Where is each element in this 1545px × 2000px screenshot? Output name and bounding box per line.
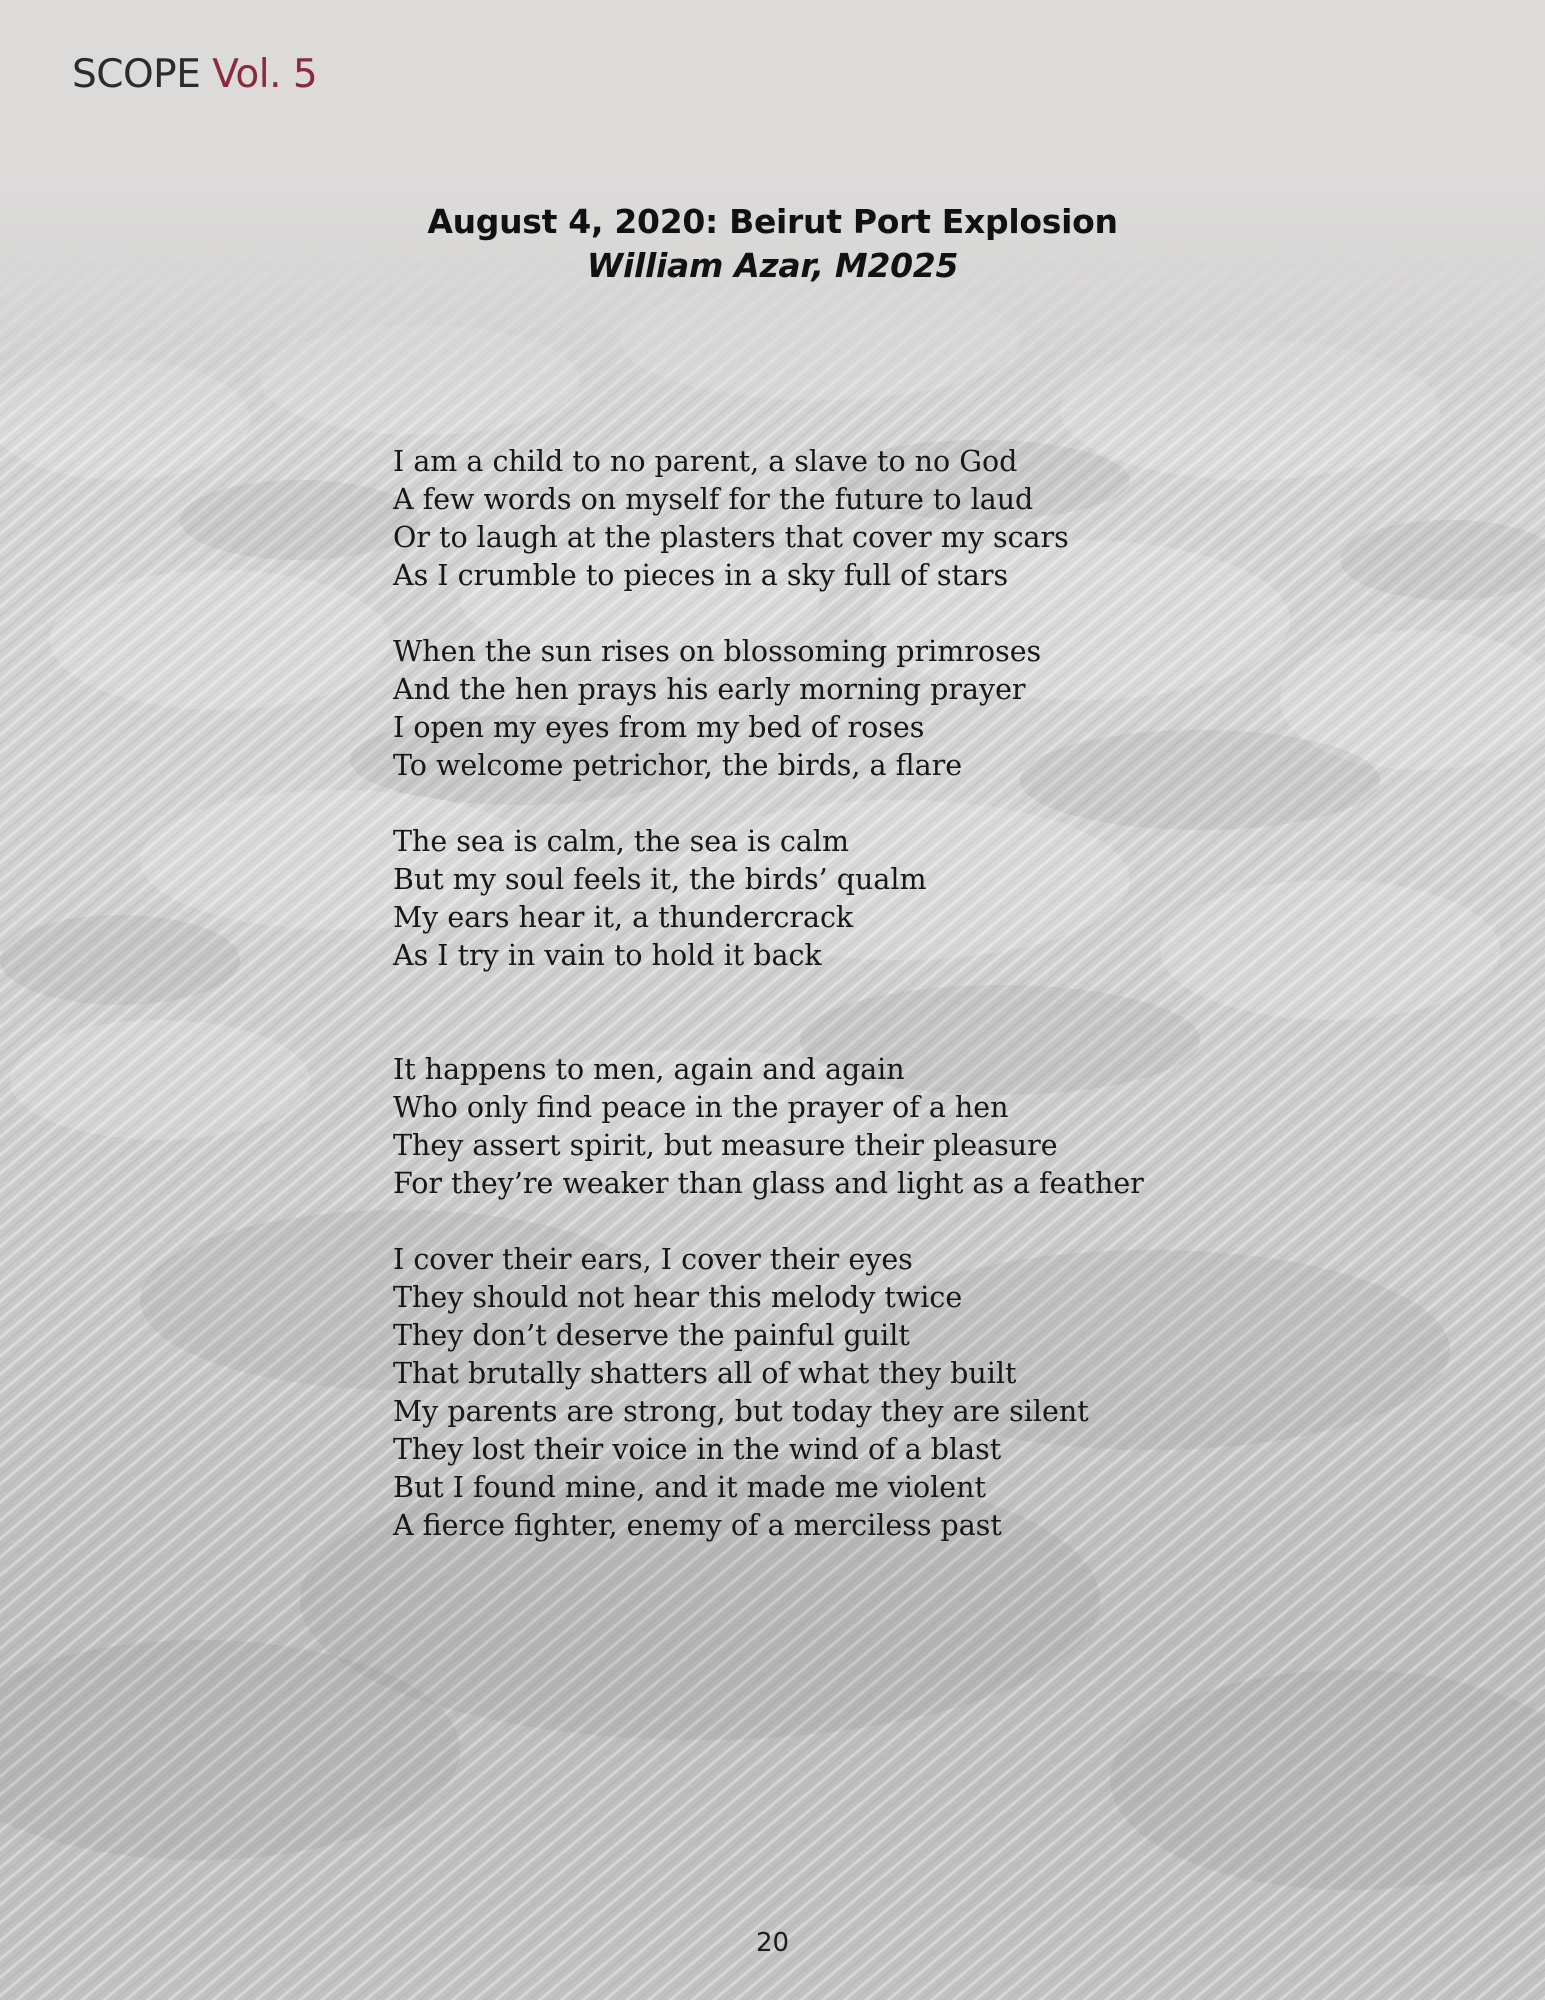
poem-line: As I crumble to pieces in a sky full of stars: [393, 559, 1009, 592]
poem-line: My parents are strong, but today they are silent: [393, 1395, 1089, 1428]
masthead: [72, 52, 317, 97]
poem-body: [393, 443, 1144, 1545]
poem-line: For they’re weaker than glass and light as a feather: [393, 1167, 1144, 1200]
poem-line: I am a child to no parent, a slave to no God: [393, 445, 1018, 478]
poem-line: That brutally shatters all of what they built: [393, 1357, 1017, 1390]
poem-line: They should not hear this melody twice: [393, 1281, 963, 1314]
volume-label: Vol. 5: [212, 52, 318, 97]
poem-line: As I try in vain to hold it back: [393, 939, 822, 972]
poem-line: And the hen prays his early morning prayer: [393, 673, 1026, 706]
poem-line: To welcome petrichor, the birds, a flare: [393, 749, 963, 782]
stanza-1: [393, 443, 1144, 595]
poem-line: But I found mine, and it made me violent: [393, 1471, 986, 1504]
poem-author: William Azar, M2025: [586, 246, 959, 285]
poem-line: They don’t deserve the painful guilt: [393, 1319, 910, 1352]
poem-line: It happens to men, again and again: [393, 1053, 905, 1086]
poem-line: They assert spirit, but measure their pleasure: [393, 1129, 1058, 1162]
poem-line: The sea is calm, the sea is calm: [393, 825, 850, 858]
poem-line: When the sun rises on blossoming primroses: [393, 635, 1042, 668]
poem-header: [0, 200, 1545, 288]
poem-line: A few words on myself for the future to laud: [393, 483, 1034, 516]
stanza-2: [393, 633, 1144, 785]
stanza-5: [393, 1241, 1144, 1545]
page-number: 20: [755, 1928, 790, 1958]
poem-line: A fierce fighter, enemy of a merciless past: [393, 1509, 1002, 1542]
poem-line: My ears hear it, a thundercrack: [393, 901, 854, 934]
stanza-4: [393, 1051, 1144, 1203]
stanza-3: [393, 823, 1144, 975]
poem-line: I open my eyes from my bed of roses: [393, 711, 925, 744]
publication-name: SCOPE: [72, 52, 201, 97]
poem-line: I cover their ears, I cover their eyes: [393, 1243, 913, 1276]
poem-line: Who only find peace in the prayer of a hen: [393, 1091, 1009, 1124]
poem-line: They lost their voice in the wind of a blast: [393, 1433, 1002, 1466]
poem-line: But my soul feels it, the birds’ qualm: [393, 863, 927, 896]
poem-title: August 4, 2020: Beirut Port Explosion: [427, 202, 1118, 241]
poem-line: Or to laugh at the plasters that cover my scars: [393, 521, 1069, 554]
